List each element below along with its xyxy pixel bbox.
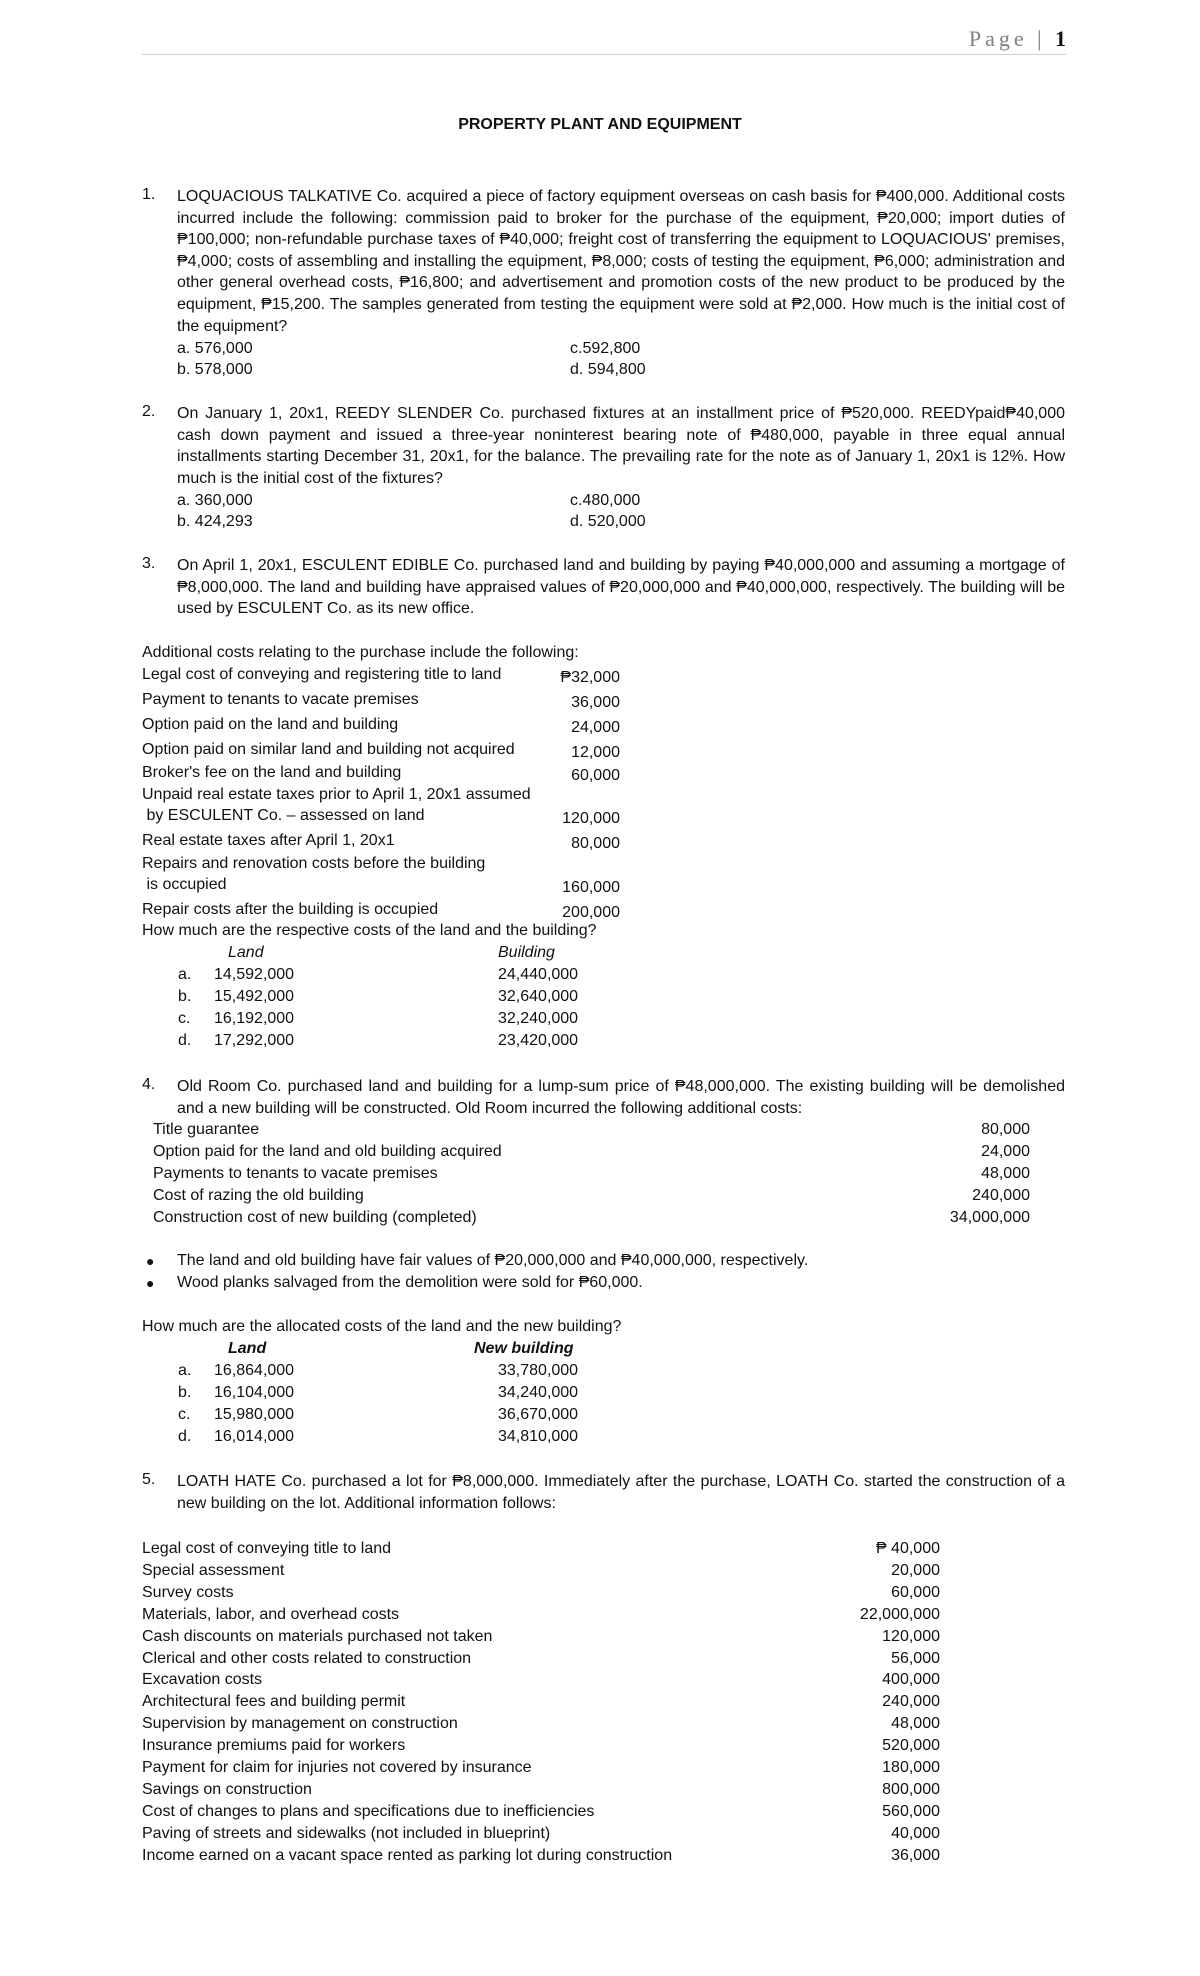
question-3-text: On April 1, 20x1, ESCULENT EDIBLE Co. purchased land and building by paying ₱40,000,000 and assuming a mortgage of ₱8,000,000. The land and building have appraised values of ₱20,000,000 and ₱40,000,000, respectively. The building will be used by ESCULENT Co. as its new office. [177, 557, 1065, 618]
cost-amount: 56,000 [891, 1649, 940, 1667]
cost-label: Savings on construction [142, 1780, 312, 1798]
cost-amount: 60,000 [891, 1583, 940, 1601]
answer-land: 14,592,000 [214, 966, 295, 983]
cost-amount: 12,000 [571, 744, 620, 761]
cost-amount: 120,000 [882, 1627, 940, 1645]
answer-land: 15,980,000 [214, 1406, 295, 1423]
option-c: c.480,000 [570, 492, 641, 509]
cost-label: Payment for claim for injuries not covered by insurance [142, 1759, 532, 1776]
answer-land: 17,292,000 [214, 1032, 295, 1049]
cost-label: Repairs and renovation costs before the building [142, 855, 486, 872]
cost-amount: 180,000 [882, 1759, 940, 1776]
cost-label: Income earned on a vacant space rented as parking lot during construction [142, 1846, 673, 1864]
cost-amount: 36,000 [571, 694, 620, 711]
cost-label: Cost of changes to plans and specifications due to inefficiencies [142, 1802, 595, 1820]
answer-building: 34,810,000 [498, 1428, 579, 1445]
bullet-text: The land and old building have fair values of ₱20,000,000 and ₱40,000,000, respectively. [177, 1252, 809, 1269]
cost-amount: 48,000 [981, 1165, 1030, 1182]
cost-label: Payment to tenants to vacate premises [142, 691, 419, 708]
answer-land: 15,492,000 [214, 988, 295, 1005]
cost-amount: 60,000 [571, 767, 620, 784]
cost-label: Real estate taxes after April 1, 20x1 [142, 832, 395, 849]
answer-land: 16,104,000 [214, 1384, 295, 1401]
question-prompt: How much are the allocated costs of the land and the new building? [142, 1318, 622, 1335]
cost-amount: 240,000 [972, 1187, 1030, 1204]
answer-building: 24,440,000 [498, 966, 579, 983]
answer-building: 36,670,000 [498, 1406, 579, 1423]
cost-amount: 34,000,000 [949, 1209, 1030, 1226]
column-header-building: Building [498, 944, 555, 961]
cost-amount: 48,000 [891, 1715, 940, 1733]
answer-building: 32,640,000 [498, 988, 579, 1005]
answer-land: 16,192,000 [214, 1010, 295, 1027]
question-5-text: LOATH HATE Co. purchased a lot for ₱8,000,000. Immediately after the purchase, LOATH Co. started the construction of a new building on the lot. Additional information follows: [177, 1473, 1065, 1512]
column-header-land: Land [228, 944, 264, 961]
answer-letter: b. [178, 988, 192, 1005]
cost-amount: 24,000 [571, 719, 620, 736]
cost-amount: 120,000 [562, 810, 620, 827]
question-number: 4. [142, 1076, 156, 1093]
cost-label: Excavation costs [142, 1671, 263, 1689]
cost-amount: 400,000 [882, 1671, 940, 1689]
cost-amount: 40,000 [891, 1824, 940, 1842]
column-header-new-building: New building [474, 1340, 574, 1357]
bullet-icon: ● [146, 1275, 155, 1291]
header-divider [142, 54, 1066, 55]
answer-building: 34,240,000 [498, 1384, 579, 1401]
cost-label: Legal cost of conveying title to land [142, 1540, 392, 1557]
question-1-text: LOQUACIOUS TALKATIVE Co. acquired a piece of factory equipment overseas on cash basis for ₱400,000. Additional costs incurred include the following: commission paid to broker for the purchase of the equipment, ₱20,000; import duties of ₱100,000; non-refundable purchase taxes of ₱40,000; freight cost of transferring the equipment to LOQUACIOUS' premises, ₱4,000; costs of assembling and installing the equipment, ₱8,000; costs of testing the equipment, ₱6,000; administration and other general overhead costs, ₱16,800; and advertisement and promotion costs of the new product to be produced by the equipment, ₱15,200. The samples generated from testing the equipment were sold at ₱2,000. How much is the initial cost of the equipment? [177, 188, 1065, 335]
cost-amount: 36,000 [891, 1846, 940, 1864]
option-d: d. 520,000 [570, 513, 646, 530]
cost-label: Cost of razing the old building [153, 1187, 364, 1204]
question-number: 1. [142, 186, 156, 203]
answer-letter: a. [178, 966, 192, 983]
answer-letter: a. [178, 1362, 192, 1379]
question-prompt: How much are the respective costs of the land and the building? [142, 922, 597, 939]
column-header-land: Land [228, 1340, 267, 1357]
question-number: 3. [142, 555, 156, 572]
option-c: c.592,800 [570, 340, 641, 357]
cost-amount: 80,000 [571, 835, 620, 852]
answer-letter: d. [178, 1428, 192, 1445]
cost-amount: 160,000 [562, 879, 620, 896]
option-b: b. 578,000 [177, 361, 253, 378]
question-2-text: On January 1, 20x1, REEDY SLENDER Co. purchased fixtures at an installment price of ₱520,000. REEDYpaid₱40,000 cash down payment and issued a three-year noninterest bearing note of ₱480,000, payable in three equal annual installments starting December 31, 20x1, for the balance. The prevailing rate for the note as of January 1, 20x1 is 12%. How much is the initial cost of the fixtures? [177, 405, 1065, 487]
answer-letter: c. [178, 1010, 191, 1027]
cost-amount: 22,000,000 [859, 1605, 940, 1623]
cost-label: Option paid on similar land and building not acquired [142, 741, 515, 758]
answer-building: 32,240,000 [498, 1010, 579, 1027]
cost-label: Broker's fee on the land and building [142, 764, 402, 781]
answer-letter: c. [178, 1406, 191, 1423]
answer-building: 23,420,000 [498, 1032, 579, 1049]
cost-label: Special assessment [142, 1561, 285, 1579]
cost-label: Materials, labor, and overhead costs [142, 1605, 400, 1623]
cost-amount: 520,000 [882, 1737, 940, 1755]
option-a: a. 576,000 [177, 340, 253, 357]
question-number: 5. [142, 1471, 156, 1488]
cost-amount: ₱32,000 [560, 669, 620, 686]
cost-label: Architectural fees and building permit [142, 1693, 406, 1711]
option-d: d. 594,800 [570, 361, 646, 378]
cost-label: Unpaid real estate taxes prior to April 1, 20x1 assumed [142, 786, 531, 803]
cost-label: Supervision by management on construction [142, 1715, 458, 1733]
cost-label: Repair costs after the building is occupied [142, 901, 439, 918]
cost-label: Option paid on the land and building [142, 716, 399, 733]
question-number: 2. [142, 403, 156, 420]
answer-building: 33,780,000 [498, 1362, 579, 1379]
bullet-icon: ● [146, 1253, 155, 1269]
bullet-text: Wood planks salvaged from the demolition were sold for ₱60,000. [177, 1274, 643, 1291]
answer-letter: d. [178, 1032, 192, 1049]
cost-label: Construction cost of new building (completed) [153, 1209, 477, 1226]
answer-land: 16,014,000 [214, 1428, 295, 1445]
cost-label: Survey costs [142, 1583, 234, 1601]
cost-label: Cash discounts on materials purchased not taken [142, 1627, 493, 1645]
cost-amount: 800,000 [882, 1780, 940, 1798]
cost-label: Payments to tenants to vacate premises [153, 1165, 438, 1182]
cost-label: Legal cost of conveying and registering title to land [142, 666, 502, 683]
document-title: PROPERTY PLANT AND EQUIPMENT [458, 116, 742, 133]
cost-amount: 240,000 [882, 1693, 940, 1711]
option-a: a. 360,000 [177, 492, 253, 509]
cost-amount: ₱ 40,000 [875, 1540, 940, 1557]
cost-label: Title guarantee [153, 1121, 260, 1138]
cost-amount: 200,000 [562, 904, 620, 921]
cost-amount: 20,000 [891, 1561, 940, 1579]
cost-amount: 560,000 [882, 1802, 940, 1820]
cost-label: by ESCULENT Co. – assessed on land [142, 807, 425, 824]
cost-label: Paving of streets and sidewalks (not included in blueprint) [142, 1824, 551, 1842]
cost-label: is occupied [142, 876, 227, 893]
cost-amount: 80,000 [981, 1121, 1030, 1138]
page-number: Page | 1 [968, 26, 1066, 51]
answer-land: 16,864,000 [214, 1362, 295, 1379]
cost-amount: 24,000 [981, 1143, 1030, 1160]
option-b: b. 424,293 [177, 513, 253, 530]
question-4-text: Old Room Co. purchased land and building for a lump-sum price of ₱48,000,000. The existing building will be demolished and a new building will be constructed. Old Room incurred the following additional costs: [177, 1078, 1065, 1117]
cost-label: Clerical and other costs related to construction [142, 1649, 472, 1667]
cost-label: Option paid for the land and old building acquired [153, 1143, 502, 1160]
answer-letter: b. [178, 1384, 192, 1401]
cost-list-intro: Additional costs relating to the purchase include the following: [142, 644, 579, 661]
cost-label: Insurance premiums paid for workers [142, 1737, 406, 1755]
